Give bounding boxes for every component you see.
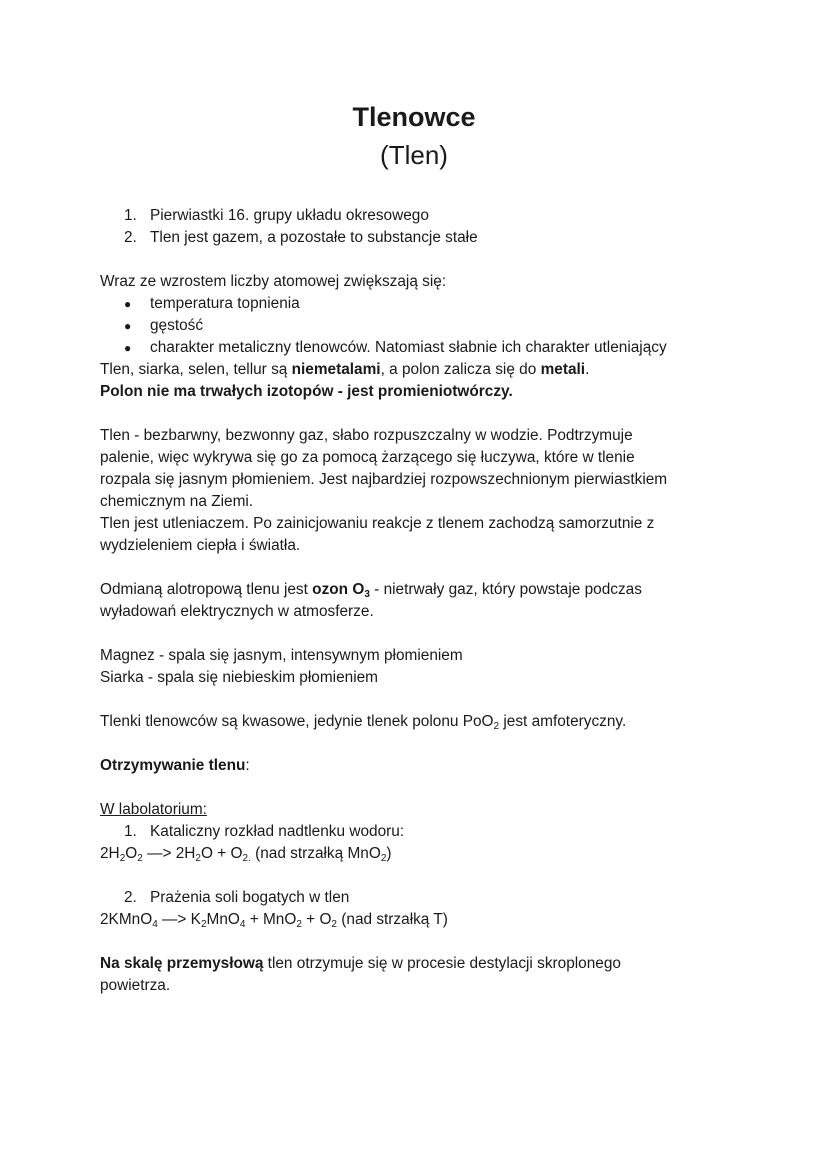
- tlen-desc-line: Tlen - bezbarwny, bezwonny gaz, słabo rozpuszczalny w wodzie. Podtrzymuje: [100, 427, 633, 444]
- industrial-text-2: powietrza.: [100, 977, 171, 994]
- page-subtitle: (Tlen): [380, 140, 448, 170]
- list-item: 1. Pierwiastki 16. grupy układu okresowego: [100, 205, 740, 227]
- polon-text: Polon nie ma trwałych izotopów - jest promieniotwórczy.: [100, 383, 513, 400]
- page-title: Tlenowce: [352, 102, 476, 132]
- tlen-desc-line: chemicznym na Ziemi.: [100, 493, 254, 510]
- tlen-desc-line: rozpala się jasnym płomieniem. Jest najbardziej rozpowszechnionym pierwiastkiem: [100, 471, 668, 488]
- tlen-desc-line: wydzieleniem ciepła i światła.: [100, 537, 301, 554]
- classification-text: Tlen, siarka, selen, tellur są niemetalami, a polon zalicza się do metali.: [100, 361, 590, 378]
- equation-2: 2KMnO$_4$ —> $K_2MnO_4 + MnO_2 + O_2$ (nad strzałką T): [100, 911, 448, 930]
- lab-heading: W labolatorium:: [100, 801, 207, 818]
- list-item: 1. Kataliczny rozkład nadtlenku wodoru:: [124, 823, 405, 840]
- document-page: [100, 98, 740, 997]
- list-item: 2. Tlen jest gazem, a pozostałe to substancje stałe: [100, 227, 740, 249]
- section-heading: Otrzymywanie tlenu:: [100, 757, 250, 774]
- bullet-item: ● gęstość: [100, 315, 740, 337]
- bullet-icon: ●: [124, 297, 132, 311]
- bullet-item: ● charakter metaliczny tlenowców. Natomiast słabnie ich charakter utleniający: [100, 337, 740, 359]
- list-item-text: Pierwiastki 16. grupy układu okresowego: [150, 207, 429, 224]
- magnez-text: Magnez - spala się jasnym, intensywnym płomieniem: [100, 647, 463, 664]
- siarka-text: Siarka - spala się niebieskim płomieniem: [100, 669, 379, 686]
- tlen-desc-line: Tlen jest utleniaczem. Po zainicjowaniu reakcje z tlenem zachodzą samorzutnie z: [100, 515, 655, 532]
- equation-1: $2H_2O_2$ —> $2H_2O + O_{2.}$ (nad strzałką MnO$_2$): [100, 845, 392, 864]
- ozon-text-2: wyładowań elektrycznych w atmosferze.: [100, 603, 374, 620]
- bullet-icon: ●: [124, 319, 132, 333]
- list-item: 2. Prażenia soli bogatych w tlen: [124, 889, 350, 906]
- tlen-desc-line: palenie, więc wykrywa się go za pomocą żarzącego się łuczywa, które w tlenie: [100, 449, 635, 466]
- wraz-text: Wraz ze wzrostem liczby atomowej zwiększają się:: [100, 273, 447, 290]
- tlenki-text: Tlenki tlenowców są kwasowe, jedynie tlenek polonu PoO$_2$ jest amfoteryczny.: [100, 713, 627, 732]
- ozon-text: Odmianą alotropową tlenu jest ozon $O_3$ - nietrwały gaz, który powstaje podczas: [100, 581, 642, 600]
- bullet-item: ● temperatura topnienia: [100, 293, 740, 315]
- industrial-text: Na skalę przemysłową tlen otrzymuje się w procesie destylacji skroplonego: [100, 955, 621, 972]
- bullet-icon: ●: [124, 341, 132, 355]
- list-item-text: Tlen jest gazem, a pozostałe to substancje stałe: [150, 229, 478, 246]
